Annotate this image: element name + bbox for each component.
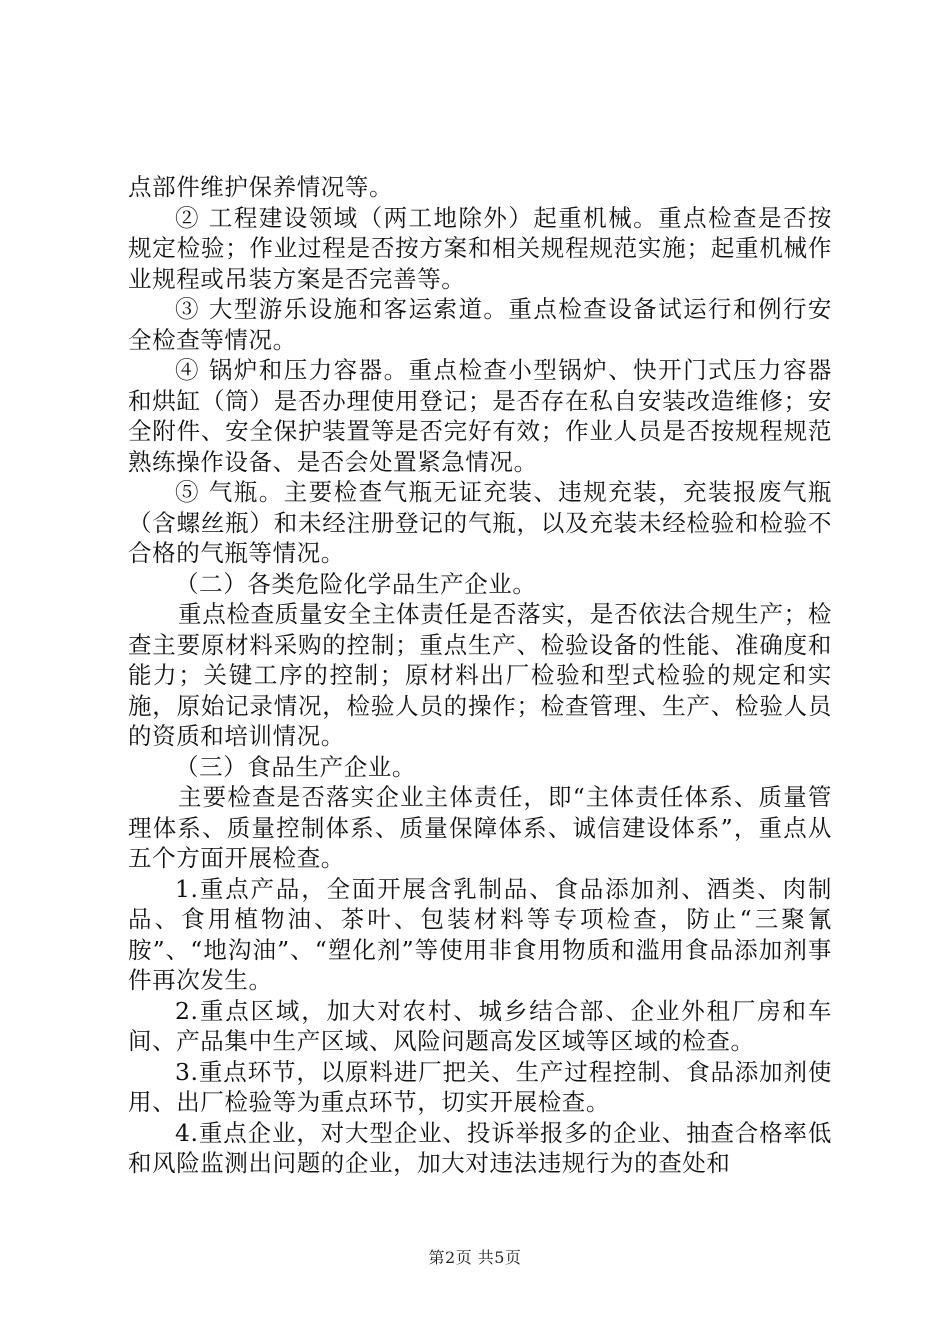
paragraph-item-2: ② 工程建设领域（两工地除外）起重机械。重点检查是否按规定检验；作业过程是否按方案和相关规程规范实施；起重机械作业规程或吊装方案是否完善等。	[128, 203, 832, 293]
page-number-footer: 第2页 共5页	[428, 1248, 522, 1267]
paragraph-point-2: 2.重点区域，加大对农村、城乡结合部、企业外租厂房和车间、产品集中生产区域、风险问题高发区域等区域的检查。	[128, 996, 832, 1055]
paragraph-item-3: ③ 大型游乐设施和客运索道。重点检查设备试运行和例行安全检查等情况。	[128, 295, 832, 354]
paragraph-item-5: ⑤ 气瓶。主要检查气瓶无证充装、违规充装，充装报废气瓶（含螺丝瓶）和未经注册登记的气瓶，以及充装未经检验和检验不合格的气瓶等情况。	[128, 478, 832, 567]
paragraph-food: 主要检查是否落实企业主体责任，即“主体责任体系、质量管理体系、质量控制体系、质量保障体系、诚信建设体系”，重点从五个方面开展检查。	[128, 783, 832, 872]
paragraph-item-4: ④ 锅炉和压力容器。重点检查小型锅炉、快开门式压力容器和烘缸（筒）是否办理使用登记；是否存在私自安装改造维修；安全附件、安全保护装置等是否完好有效；作业人员是否按规程规范熟练操作设备、是否会处置紧急情况。	[128, 356, 832, 476]
paragraph-continuation: 点部件维护保养情况等。	[128, 173, 394, 201]
document-body	[128, 172, 832, 1179]
section-heading-3: （三）食品生产企业。	[175, 752, 416, 781]
paragraph-point-3: 3.重点环节，以原料进厂把关、生产过程控制、食品添加剂使用、出厂检验等为重点环节，切实开展检查。	[128, 1057, 832, 1116]
paragraph-point-4: 4.重点企业，对大型企业、投诉举报多的企业、抽查合格率低和风险监测出问题的企业，加大对违法违规行为的查处和	[128, 1118, 832, 1177]
section-heading-2: （二）各类危险化学品生产企业。	[175, 569, 537, 598]
paragraph-point-1: 1.重点产品，全面开展含乳制品、食品添加剂、酒类、肉制品、食用植物油、茶叶、包装材料等专项检查，防止“三聚氰胺”、“地沟油”、“塑化剂”等使用非食用物质和滥用食品添加剂事件再次发生。	[128, 874, 832, 994]
paragraph-chemicals: 重点检查质量安全主体责任是否落实，是否依法合规生产；检查主要原材料采购的控制；重点生产、检验设备的性能、准确度和能力；关键工序的控制；原材料出厂检验和型式检验的规定和实施，原始记录情况，检验人员的操作；检查管理、生产、检验人员的资质和培训情况。	[128, 600, 832, 750]
